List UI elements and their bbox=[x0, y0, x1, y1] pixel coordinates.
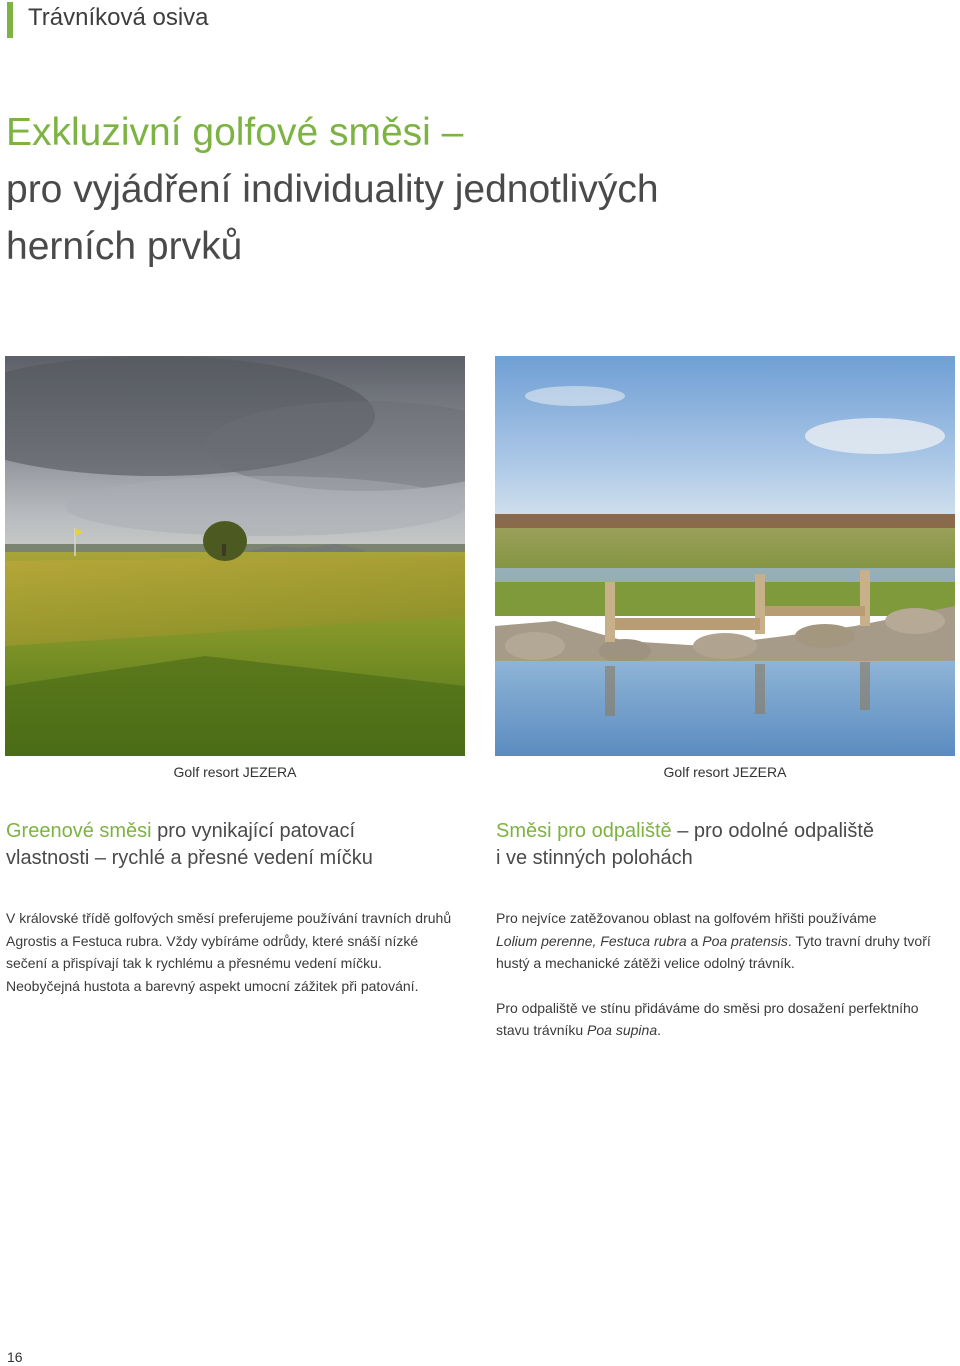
section-heading-tees-accent: Směsi pro odpaliště bbox=[496, 820, 672, 842]
species-lolium-festuca: Lolium perenne, Festuca rubra bbox=[496, 932, 687, 949]
species-poa-pratensis: Poa pratensis bbox=[702, 932, 788, 949]
section-heading-greens-line-2: vlastnosti – rychlé a přesné vedení míčku bbox=[6, 847, 373, 869]
page-title-line-3: herních prvků bbox=[6, 225, 243, 268]
page-title-line-2: pro vyjádření individuality jednotlivých bbox=[6, 168, 659, 211]
header-accent-bar bbox=[7, 2, 13, 38]
tees-p2-text-a: Pro odpaliště ve stínu přidáváme do směsi pro dosažení perfektního stavu trávníku bbox=[496, 999, 919, 1038]
tees-p1-text-c: . Tyto travní druhy tvoří hustý a mechanické zátěži velice odolný trávník. bbox=[496, 932, 931, 971]
page-title-accent: Exkluzivní golfové směsi – bbox=[6, 111, 464, 154]
page-title bbox=[6, 104, 926, 275]
section-heading-tees bbox=[496, 818, 946, 872]
tees-p1-text-a: Pro nejvíce zatěžovanou oblast na golfovém hřišti používáme bbox=[496, 910, 877, 926]
header-title: Trávníková osiva bbox=[28, 4, 209, 31]
species-poa-supina: Poa supina bbox=[587, 1022, 658, 1038]
photo-caption-left: Golf resort JEZERA bbox=[173, 764, 297, 780]
tees-paragraph-1 bbox=[496, 907, 951, 975]
tees-body-text bbox=[496, 907, 951, 1064]
section-heading-greens-rest: pro vynikající patovací bbox=[151, 820, 356, 842]
photo-caption-right: Golf resort JEZERA bbox=[663, 764, 787, 780]
section-heading-greens bbox=[6, 818, 456, 872]
tees-paragraph-2 bbox=[496, 997, 951, 1042]
golf-pond-photo bbox=[495, 356, 955, 756]
section-heading-greens-accent: Greenové směsi bbox=[6, 820, 152, 842]
greens-body-text: V královské třídě golfových směsí preferujeme používání travních druhů Agrostis a Festuca rubra. Vždy vybíráme odrůdy, které snáší nízké sečení a přispívají tak k rychlému a přesnému vedení míčku. Neobyčejná hustota a barevný aspekt umocní zážitek při patování. bbox=[6, 910, 452, 994]
page-number: 16 bbox=[7, 1349, 23, 1365]
tees-p1-text-b: a bbox=[686, 932, 703, 949]
tees-p2-text-b: . bbox=[657, 1022, 661, 1038]
golf-green-photo bbox=[5, 356, 465, 756]
section-heading-tees-rest: – pro odolné odpaliště bbox=[671, 820, 875, 842]
section-heading-tees-line-2: i ve stinných polohách bbox=[496, 847, 693, 869]
